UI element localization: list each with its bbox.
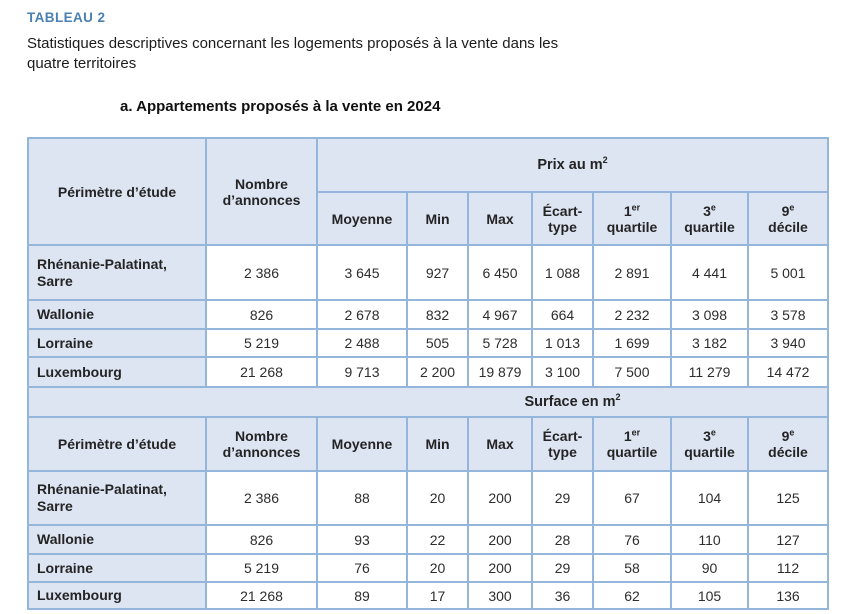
header-line: [672, 203, 747, 219]
ordinal-sup: e: [789, 427, 795, 438]
value-cell: 17: [407, 582, 468, 609]
header-line: Nombre: [235, 428, 288, 444]
table-row-surface-luxembourg: [28, 582, 828, 609]
ordinal-base: 3: [703, 202, 711, 219]
table-row-prix-wallonie: [28, 300, 828, 329]
ordinal-base: 3: [703, 428, 711, 444]
value-cell: 3 098: [671, 300, 748, 329]
table-row-surface-wallonie: [28, 525, 828, 554]
col-ecart-type: [532, 417, 593, 471]
value-cell: 125: [748, 471, 828, 525]
prix-group-header: [317, 138, 828, 192]
value-cell: 2 678: [317, 300, 407, 329]
value-cell: 4 441: [671, 245, 748, 300]
value-cell: 2 232: [593, 300, 671, 329]
col-ecart-type: [532, 192, 593, 245]
col-9e-decile: [748, 192, 828, 245]
row-label: Wallonie: [28, 525, 206, 554]
value-cell: 7 500: [593, 357, 671, 387]
value-cell: 29: [532, 471, 593, 525]
ordinal-base: 1: [623, 428, 632, 444]
header-line: d’annonces: [222, 444, 301, 460]
value-cell: 5 219: [206, 329, 317, 357]
prix-group-row: [28, 138, 828, 192]
value-cell: 3 182: [671, 329, 748, 357]
value-cell: 200: [468, 554, 532, 582]
row-label: Luxembourg: [28, 357, 206, 387]
value-cell: 62: [593, 582, 671, 609]
table-row-prix-lorraine: [28, 329, 828, 357]
value-cell: 200: [468, 525, 532, 554]
col-perimetre-etude: Périmètre d’étude: [28, 417, 206, 471]
value-cell: 5 728: [468, 329, 532, 357]
value-cell: 9 713: [317, 357, 407, 387]
squared-sup: 2: [602, 155, 608, 166]
value-cell: 112: [748, 554, 828, 582]
header-line: [594, 203, 670, 219]
ordinal-base: 1: [623, 202, 632, 219]
squared-sup: 2: [615, 392, 621, 403]
value-cell: 3 645: [317, 245, 407, 300]
value-cell: 927: [407, 245, 468, 300]
surface-group-header: [28, 387, 828, 417]
table-subtitle: [27, 34, 855, 73]
value-cell: 5 219: [206, 554, 317, 582]
value-cell: 89: [317, 582, 407, 609]
subtitle-line-1: Statistiques descriptives concernant les logements proposés à la vente dans les: [27, 35, 559, 52]
table-row-surface-rhenanie: [28, 471, 828, 525]
col-perimetre-etude: Périmètre d’étude: [28, 138, 206, 245]
header-line: Nombre: [235, 175, 288, 192]
row-label: Lorraine: [28, 554, 206, 582]
group-label: Surface en m: [524, 394, 616, 410]
value-cell: 88: [317, 471, 407, 525]
value-cell: 11 279: [671, 357, 748, 387]
value-cell: 127: [748, 525, 828, 554]
row-label: Rhénanie-Palatinat, Sarre: [28, 471, 206, 525]
value-cell: 136: [748, 582, 828, 609]
table-row-prix-rhenanie: [28, 245, 828, 300]
header-line: type: [548, 444, 577, 460]
value-cell: 1 013: [532, 329, 593, 357]
ordinal-sup: er: [631, 427, 641, 438]
value-cell: 76: [317, 554, 407, 582]
header-line: Écart-: [542, 202, 583, 219]
header-line: [749, 203, 827, 219]
value-cell: 5 001: [748, 245, 828, 300]
col-max: Max: [468, 417, 532, 471]
col-9e-decile: [748, 417, 828, 471]
value-cell: 300: [468, 582, 532, 609]
value-cell: 58: [593, 554, 671, 582]
value-cell: 826: [206, 300, 317, 329]
value-cell: 67: [593, 471, 671, 525]
value-cell: 28: [532, 525, 593, 554]
header-line: [594, 428, 670, 444]
value-cell: 36: [532, 582, 593, 609]
header-line: [672, 428, 747, 444]
header-line: Écart-: [542, 428, 583, 444]
value-cell: 21 268: [206, 357, 317, 387]
value-cell: 20: [407, 554, 468, 582]
value-cell: 3 578: [748, 300, 828, 329]
row-label: Wallonie: [28, 300, 206, 329]
value-cell: 110: [671, 525, 748, 554]
value-cell: 3 940: [748, 329, 828, 357]
value-cell: 1 088: [532, 245, 593, 300]
table-row-surface-lorraine: [28, 554, 828, 582]
header-line: type: [548, 218, 577, 235]
col-1er-quartile: [593, 417, 671, 471]
table-row-prix-luxembourg: [28, 357, 828, 387]
header-line: quartile: [606, 218, 658, 235]
ordinal-base: 9: [781, 428, 790, 444]
value-cell: 76: [593, 525, 671, 554]
surface-group-row: [28, 387, 828, 417]
value-cell: 6 450: [468, 245, 532, 300]
value-cell: 4 967: [468, 300, 532, 329]
value-cell: 104: [671, 471, 748, 525]
value-cell: 21 268: [206, 582, 317, 609]
ordinal-sup: e: [789, 201, 795, 212]
ordinal-sup: er: [631, 201, 641, 212]
col-moyenne: Moyenne: [317, 192, 407, 245]
row-label: Rhénanie-Palatinat, Sarre: [28, 245, 206, 300]
statistics-table: [27, 137, 829, 610]
value-cell: 2 386: [206, 245, 317, 300]
col-nombre-annonces: [206, 417, 317, 471]
ordinal-sup: e: [710, 201, 716, 212]
value-cell: 19 879: [468, 357, 532, 387]
value-cell: 826: [206, 525, 317, 554]
row-label: Lorraine: [28, 329, 206, 357]
group-label: Prix au m: [537, 157, 603, 173]
header-line: quartile: [684, 218, 735, 235]
col-1er-quartile: [593, 192, 671, 245]
col-3e-quartile: [671, 417, 748, 471]
value-cell: 832: [407, 300, 468, 329]
header-line: décile: [768, 444, 808, 460]
value-cell: 90: [671, 554, 748, 582]
value-cell: 29: [532, 554, 593, 582]
ordinal-sup: e: [710, 427, 716, 438]
value-cell: 2 386: [206, 471, 317, 525]
col-min: Min: [407, 417, 468, 471]
value-cell: 2 891: [593, 245, 671, 300]
value-cell: 664: [532, 300, 593, 329]
row-label: Luxembourg: [28, 582, 206, 609]
header-line: [749, 428, 827, 444]
value-cell: 2 488: [317, 329, 407, 357]
value-cell: 14 472: [748, 357, 828, 387]
col-nombre-annonces: [206, 138, 317, 245]
col-min: Min: [407, 192, 468, 245]
value-cell: 200: [468, 471, 532, 525]
surface-subheader-row: [28, 417, 828, 471]
value-cell: 3 100: [532, 357, 593, 387]
col-3e-quartile: [671, 192, 748, 245]
col-max: Max: [468, 192, 532, 245]
header-line: quartile: [684, 444, 735, 460]
ordinal-base: 9: [781, 202, 790, 219]
subtitle-line-2: quatre territoires: [27, 54, 137, 72]
value-cell: 2 200: [407, 357, 468, 387]
value-cell: 505: [407, 329, 468, 357]
value-cell: 1 699: [593, 329, 671, 357]
col-moyenne: Moyenne: [317, 417, 407, 471]
value-cell: 93: [317, 525, 407, 554]
header-line: d’annonces: [222, 191, 301, 208]
section-a-title: a. Appartements proposés à la vente en 2024: [120, 98, 441, 115]
table-kicker: TABLEAU 2: [27, 10, 106, 25]
value-cell: 22: [407, 525, 468, 554]
header-line: quartile: [606, 444, 658, 460]
value-cell: 20: [407, 471, 468, 525]
header-line: décile: [768, 218, 808, 235]
value-cell: 105: [671, 582, 748, 609]
